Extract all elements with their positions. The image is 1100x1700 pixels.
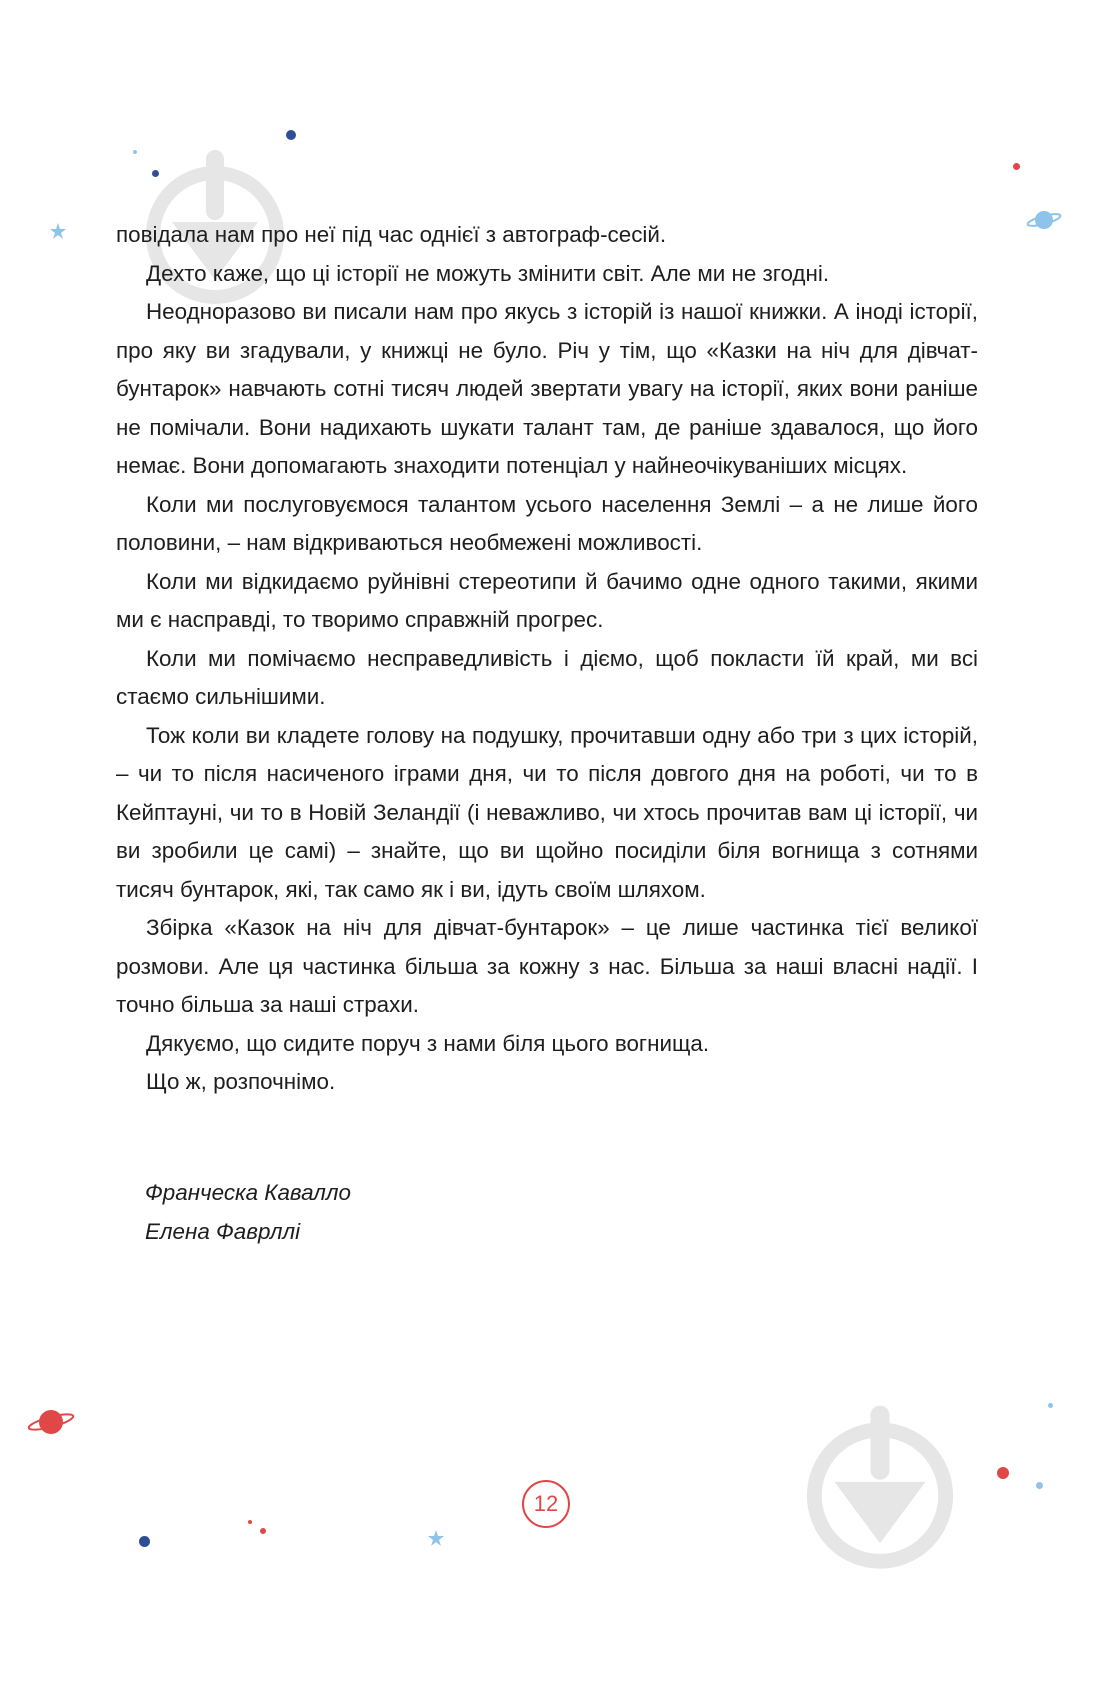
signatures (145, 1174, 351, 1251)
paragraph: Збірка «Казок на ніч для дівчат-бунтарок» – це лише частинка тієї великої розмови. Але ця частинка більша за кожну з нас. Більша за наші власні надії. І точно більша за наші страхи. (116, 915, 978, 1017)
decor-dot (1048, 1403, 1053, 1408)
paragraph: Коли ми помічаємо несправедливість і діємо, щоб покласти їй край, ми всі стаємо сильнішими. (116, 645, 978, 709)
paragraph: Тож коли ви кладете голову на подушку, прочитавши одну або три з цих історій, – чи то після насиченого іграми дня, чи то після довгого дня на роботі, чи то в Кейптауні, чи то в Новій Зеландії (і неважливо, чи хтось прочитав вам ці історії, чи ви зробили це самі) – знайте, що ви щойно посиділи біля вогнища з сотнями тисяч бунтарок, які, так само як і ви, ідуть своїм шляхом. (116, 722, 978, 902)
body-text (116, 216, 978, 1102)
paragraph: Дехто каже, що ці історії не можуть змінити світ. Але ми не згодні. (146, 260, 830, 286)
page-number: 12 (522, 1480, 570, 1528)
decor-dot (1036, 1482, 1043, 1489)
decor-dot (260, 1528, 266, 1534)
download-watermark-icon-bottom (800, 1395, 960, 1575)
author-signature: Франческа Кавалло (145, 1180, 352, 1205)
decor-dot (133, 150, 137, 154)
planet-icon (1026, 206, 1062, 234)
decor-dot (997, 1467, 1009, 1479)
paragraph: Коли ми послуговуємося талантом усього населення Землі – а не лише його половини, – нам відкриваються необмежені можливості. (116, 491, 978, 555)
paragraph: повідала нам про неї під час однієї з автограф-сесій. (116, 222, 667, 247)
paragraph: Неодноразово ви писали нам про якусь з історій із нашої книжки. А іноді історії, про яку ви згадували, у книжці не було. Річ у тім, що «Казки на ніч для дівчат-бунтарок» навчають сотні тисяч людей звертати увагу на історії, яких вони раніше не помічали. Вони надихають шукати талант там, де раніше здавалося, що його немає. Вони допомагають знаходити потенціал у найнеочікуваніших місцях. (116, 299, 978, 478)
star-icon (428, 1530, 444, 1546)
decor-dot (1013, 163, 1020, 170)
decor-dot (139, 1536, 150, 1547)
decor-dot (152, 170, 159, 177)
decor-dot (286, 130, 296, 140)
star-icon (50, 223, 66, 239)
author-signature: Елена Фаврллі (145, 1218, 301, 1244)
decor-dot (248, 1520, 252, 1524)
planet-icon-red (26, 1405, 76, 1439)
paragraph: Дякуємо, що сидите поруч з нами біля цього вогнища. (146, 1030, 710, 1056)
paragraph: Коли ми відкидаємо руйнівні стереотипи й бачимо одне одного такими, якими ми є насправді, то творимо справжній прогрес. (116, 568, 978, 632)
paragraph: Що ж, розпочнімо. (146, 1069, 336, 1094)
